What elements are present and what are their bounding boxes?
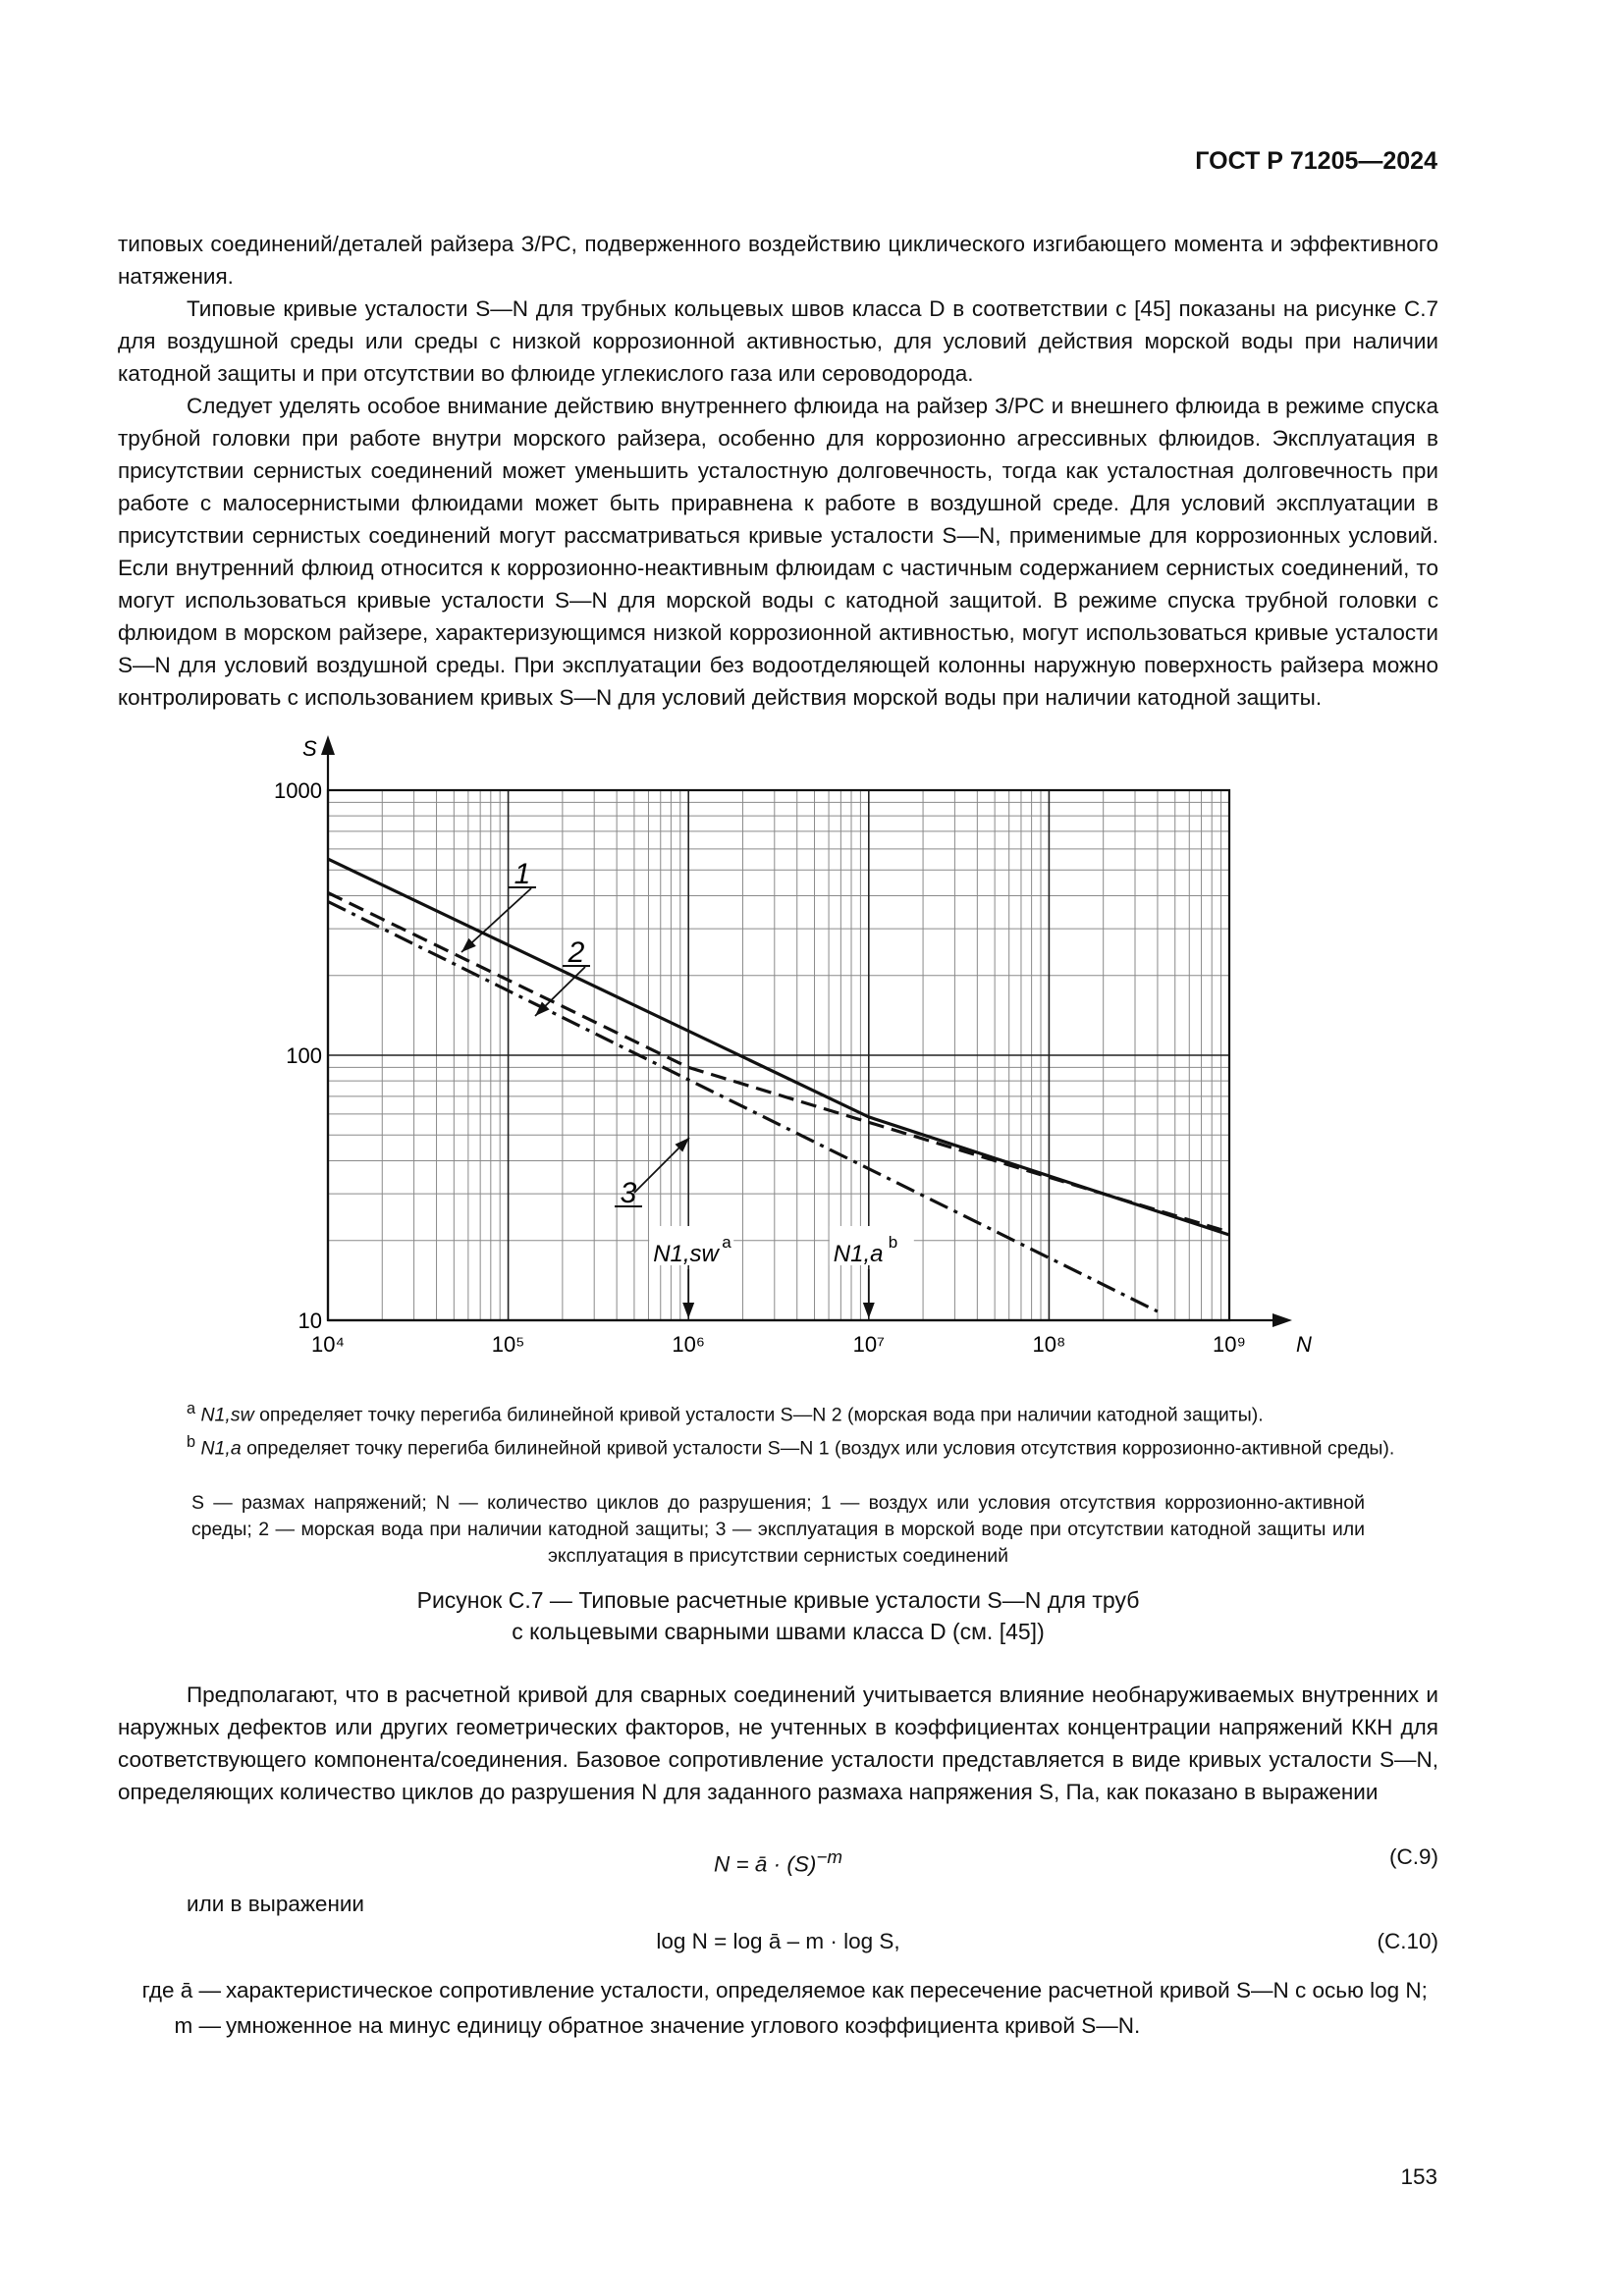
y-tick-label: 100 — [286, 1043, 322, 1068]
figure-footnotes — [118, 1396, 1438, 1462]
curve-label-1: 1 — [514, 858, 531, 890]
series-line-2 — [328, 893, 1229, 1233]
annotation-label-1: N1,a — [833, 1241, 884, 1267]
where-list — [118, 1975, 1438, 2042]
curve-label-3: 3 — [620, 1177, 637, 1209]
x-axis-label: N — [1296, 1332, 1312, 1357]
figure-caption: Рисунок С.7 — Типовые расчетные кривые усталости S—N для труб с кольцевыми сварными швами класса D (см. [45]) — [416, 1587, 1140, 1644]
y-tick-label: 10 — [298, 1308, 322, 1333]
series-line-1 — [328, 859, 1229, 1235]
annotation-sup-0: a — [722, 1233, 731, 1252]
x-tick-label: 10⁶ — [672, 1332, 705, 1357]
page-number: 153 — [1400, 2164, 1437, 2189]
curve-label-2: 2 — [568, 936, 585, 969]
sn-chart — [265, 731, 1316, 1369]
x-tick-label: 10⁸ — [1032, 1332, 1066, 1357]
annotation-label-0: N1,sw — [653, 1241, 719, 1267]
paragraph-after: Предполагают, что в расчетной кривой для сварных соединений учитывается влияние необнаруживаемых внутренних и наружных дефектов или других геометрических факторов, не учтенных в коэффициентах концентрации напряжений ККН для соответствующего компонента/соединения. Базовое сопротивление усталости представляется в виде кривых усталости S—N, определяющих количество циклов до разрушения N для заданного размаха напряжения S, Па, как показано в выражении — [118, 1682, 1438, 1804]
y-axis-arrow — [321, 735, 335, 755]
y-tick-label: 1000 — [274, 778, 322, 803]
y-axis-label: S — [302, 736, 317, 761]
x-tick-label: 10⁷ — [852, 1332, 886, 1357]
document-page: ГОСТ Р 71205—2024 типовых соединений/деталей райзера З/РС, подверженного воздействию циклического изгибающего момента и эффективного натяжения. Типовые кривые усталости S—N для трубных кольцевых швов класса D в соответствии с [45] показаны на рисунке С.7 для воздушной среды или среды с низкой коррозионной активностью, для условий действия морской воды при наличии катодной защиты и при отсутствии во флюиде углекислого газа или сероводорода. Следует уделять особое внимание действию внутреннего флюида на райзер З/РС и внешнего флюида в режиме спуска трубной головки при работе внутри морского райзера, особенно для коррозионно агрессивных флюидов. Эксплуатация в присутствии сернистых соединений может уменьшить усталостную долговечность, тогда как усталостная долговечность при работе с малосернистыми флюидами может быть приравнена к работе в воздушной среде. Для условий эксплуатации в присутствии сернистых соединений могут рассматриваться кривые усталости S—N, применимые для коррозионных условий. Если внутренний флюид относится к коррозионно-неактивным флюидам с частичным содержанием сернистых соединений, то могут использоваться кривые усталости S—N для морской воды с катодной защитой. В режиме спуска трубной головки с флюидом в морском райзере, характеризующимся низкой коррозионной активностью, могут использоваться кривые усталости S—N для условий воздушной среды. При эксплуатации без водоотделяющей колонны наружную поверхность райзера можно контролировать с использованием кривых S—N для условий действия морской воды при наличии катодной защиты. S N 10 100 1000 10⁴ 10⁵ 10⁶ 10⁷ 10⁸ 10⁹ 1 2 3 N1,sw a N1,a b $^a$ N1,sw определяет точку перегиба билинейной кривой усталости S—N 2 (морская вода при наличии катодной защиты). $^b$ N1,a определяет точку перегиба билинейной кривой усталости S—N 1 (воздух или условия отсутствия коррозионно-активной среды). S — размах напряжений; N — количество циклов до разрушения; 1 — воздух или условия отсутствия коррозионно-активной среды; 2 — морская вода при наличии катодной защиты; 3 — эксплуатация в морской воде при отсутствии катодной защиты или эксплуатация в присутствии сернистых соединений Рисунок С.7 — Типовые расчетные кривые усталости S—N для труб с кольцевыми сварными швами класса D (см. [45]) Предполагают, что в расчетной кривой для сварных соединений учитывается влияние необнаруживаемых внутренних и наружных дефектов или других геометрических факторов, не учтенных в коэффициентах концентрации напряжений ККН для соответствующего компонента/соединения. Базовое сопротивление усталости представляется в виде кривых усталости S—N, определяющих количество циклов до разрушения N для заданного размаха напряжения S, Па, как показано в выражении N = ā · $(S)^{-m}$ (С.9) или в выражении log N = log ā – m · log S, (С.10) где ā — характеристическое сопротивление усталости, определяемое как пересечение расчетной кривой S—N с осью log N; m — умноженное на минус единицу обратное значение углового коэффициента кривой S—N. 153 — [0, 0, 1624, 2296]
x-tick-label: 10⁵ — [491, 1332, 525, 1357]
where-item-m: m — умноженное на минус единицу обратное значение углового коэффициента кривой S—N. — [174, 2013, 1141, 2038]
x-tick-label: 10⁴ — [311, 1332, 345, 1357]
annotation-sup-1: b — [888, 1233, 898, 1252]
footnote-b: $^b$ N1,a определяет точку перегиба билинейной кривой усталости S—N 1 (воздух или условия отсутствия коррозионно-активной среды). — [187, 1432, 1395, 1459]
body-text-top — [118, 228, 1438, 714]
paragraph-1: типовых соединений/деталей райзера З/РС, подверженного воздействию циклического изгибающего момента и эффективного натяжения. — [118, 232, 1438, 289]
annotation-arrow-head — [863, 1303, 875, 1318]
x-axis-arrow — [1272, 1313, 1292, 1327]
sn-curve-figure — [265, 731, 1316, 1369]
paragraph-3: Следует уделять особое внимание действию внутреннего флюида на райзер З/РС и внешнего флюида в режиме спуска трубной головки при работе внутри морского райзера, особенно для коррозионно агрессивных флюидов. Эксплуатация в присутствии сернистых соединений может уменьшить усталостную долговечность, тогда как усталостная долговечность при работе с малосернистыми флюидами может быть приравнена к работе в воздушной среде. Для условий эксплуатации в присутствии сернистых соединений могут рассматриваться кривые усталости S—N, применимые для коррозионных условий. Если внутренний флюид относится к коррозионно-неактивным флюидам с частичным содержанием сернистых соединений, то могут использоваться кривые усталости S—N для морской воды с катодной защитой. В режиме спуска трубной головки с флюидом в морском райзере, характеризующимся низкой коррозионной активностью, могут использоваться кривые усталости S—N для условий воздушной среды. При эксплуатации без водоотделяющей колонны наружную поверхность райзера можно контролировать с использованием кривых S—N для условий действия морской воды при наличии катодной защиты. — [118, 394, 1438, 710]
figure-legend: S — размах напряжений; N — количество циклов до разрушения; 1 — воздух или условия отсутствия коррозионно-активной среды; 2 — морская вода при наличии катодной защиты; 3 — эксплуатация в морской воде при отсутствии катодной защиты или эксплуатация в присутствии сернистых соединений — [191, 1492, 1365, 1567]
standard-header: ГОСТ Р 71205—2024 — [1195, 147, 1437, 175]
or-text: или в выражении — [187, 1892, 364, 1916]
where-item-a: где ā — характеристическое сопротивление усталости, определяемое как пересечение расчетной кривой S—N с осью log N; — [141, 1978, 1428, 2002]
paragraph-2: Типовые кривые усталости S—N для трубных кольцевых швов класса D в соответствии с [45] показаны на рисунке С.7 для воздушной среды или среды с низкой коррозионной активностью, для условий действия морской воды при наличии катодной защиты и при отсутствии во флюиде углекислого газа или сероводорода. — [118, 296, 1438, 386]
annotation-arrow-head — [682, 1303, 694, 1318]
x-tick-label: 10⁹ — [1213, 1332, 1246, 1357]
footnote-a: $^a$ N1,sw определяет точку перегиба билинейной кривой усталости S—N 2 (морская вода при наличии катодной защиты). — [187, 1400, 1264, 1426]
body-text-bottom — [118, 1679, 1438, 1808]
